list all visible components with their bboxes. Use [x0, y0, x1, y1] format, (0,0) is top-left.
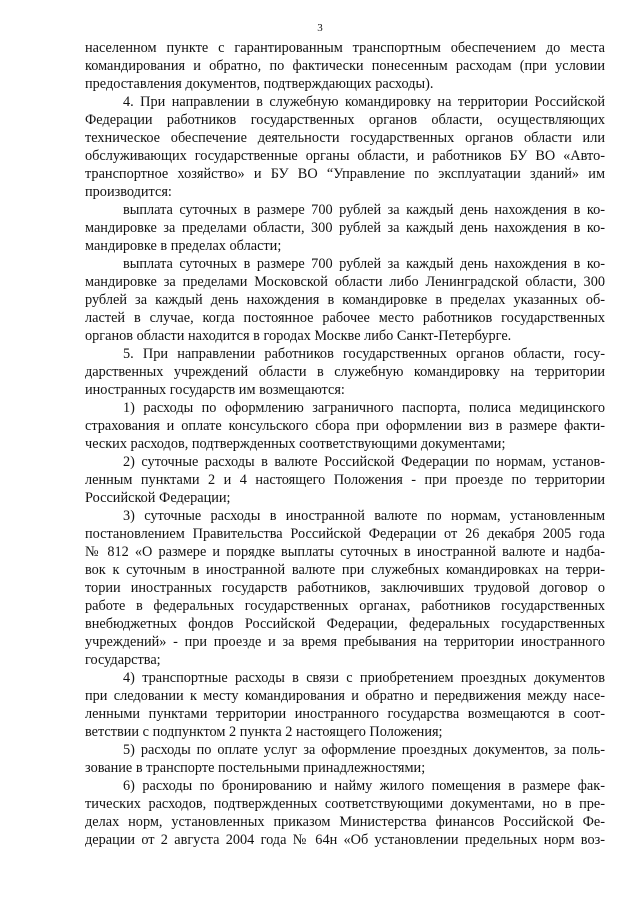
text-line: делах норм, установленных приказом Министерства финансов Российской Фе- — [85, 814, 605, 830]
text-line: Федерации работников государственных органов области, осуществляющих — [85, 112, 605, 128]
text-line: обслуживающих государственные органы области, и работников БУ ВО «Авто- — [85, 148, 605, 164]
text-line: командирования и обратно, по фактически понесенным расходам (при условии — [85, 58, 605, 74]
text-line: работе в федеральных государственных органах, работников государственных — [85, 598, 605, 614]
text-line: предоставления документов, подтверждающих расходы). — [85, 76, 434, 92]
document-body — [85, 39, 605, 849]
text-line: государства; — [85, 652, 161, 668]
text-line: органов области находится в городах Москве либо Санкт-Петербурге. — [85, 328, 512, 344]
text-line: ческих расходов, подтвержденных соответствующими документами; — [85, 436, 506, 452]
text-line: постановлением Правительства Российской Федерации от 26 декабря 2005 года — [85, 526, 605, 542]
text-line: ленным пунктами 2 и 4 настоящего Положения - при проезде по территории — [85, 472, 605, 488]
text-line: 1) расходы по оформлению заграничного паспорта, полиса медицинского — [123, 400, 605, 416]
text-line: ветствии с подпунктом 2 пункта 2 настоящего Положения; — [85, 724, 443, 740]
text-line: мандировке в пределах области; — [85, 238, 282, 254]
text-line: при следовании к месту командирования и обратно и передвижения между насе- — [85, 688, 605, 704]
text-line: ленными пунктами территории иностранного государства возмещаются в соот- — [85, 706, 605, 722]
text-line: дерации от 2 августа 2004 года № 64н «Об установлении предельных норм воз- — [85, 832, 605, 848]
text-line: мандировке за пределами Московской области либо Ленинградской области, 300 — [85, 274, 605, 290]
text-line: выплата суточных в размере 700 рублей за каждый день нахождения в ко- — [123, 202, 605, 218]
text-line: 5) расходы по оплате услуг за оформление проездных документов, за поль- — [123, 742, 605, 758]
text-line: страхования и оплате консульского сбора при оформлении виз в размере факти- — [85, 418, 605, 434]
text-line: Российской Федерации; — [85, 490, 231, 506]
page-number: 3 — [317, 22, 323, 34]
text-line: учреждений» - при проезде и за время пребывания на территории иностранного — [85, 634, 605, 650]
text-line: 5. При направлении работников государственных органов области, госу- — [123, 346, 605, 362]
text-line: зование в транспорте постельными принадлежностями; — [85, 760, 426, 776]
text-line: тических расходов, подтвержденных соответствующими документами, но в пре- — [85, 796, 605, 812]
text-line: мандировке за пределами области, 300 рублей за каждый день нахождения в ко- — [85, 220, 605, 236]
text-line: транспортное хозяйство» и БУ ВО “Управление по эксплуатации зданий» им — [85, 166, 605, 182]
text-line: тории иностранных государств работников, заключивших трудовой договор о — [85, 580, 605, 596]
text-line: техническое обеспечение деятельности государственных органов области или — [85, 130, 605, 146]
text-line: вок к суточным в иностранной валюте при служебных командировках на терри- — [85, 562, 605, 578]
text-line: выплата суточных в размере 700 рублей за каждый день нахождения в ко- — [123, 256, 605, 272]
text-line: 4) транспортные расходы в связи с приобретением проездных документов — [123, 670, 605, 686]
text-line: рублей за каждый день нахождения в командировке в пределах указанных об- — [85, 292, 605, 308]
text-line: 4. При направлении в служебную командировку на территории Российской — [123, 94, 605, 110]
text-line: производится: — [85, 184, 172, 200]
text-line: иностранных государств им возмещаются: — [85, 382, 345, 398]
text-line: 6) расходы по бронированию и найму жилого помещения в размере фак- — [123, 778, 605, 794]
text-line: 3) суточные расходы в иностранной валюте по нормам, установленным — [123, 508, 605, 524]
text-line: ластей в случае, когда постоянное рабочее место работников государственных — [85, 310, 605, 326]
text-line: 2) суточные расходы в валюте Российской Федерации по нормам, установ- — [123, 454, 605, 470]
text-line: № 812 «О размере и порядке выплаты суточных в иностранной валюте и надба- — [85, 544, 605, 560]
text-line: дарственных учреждений области в служебную командировку на территории — [85, 364, 605, 380]
text-line: населенном пункте с гарантированным транспортным обеспечением до места — [85, 40, 605, 56]
text-line: внебюджетных фондов Российской Федерации, федеральных государственных — [85, 616, 605, 632]
